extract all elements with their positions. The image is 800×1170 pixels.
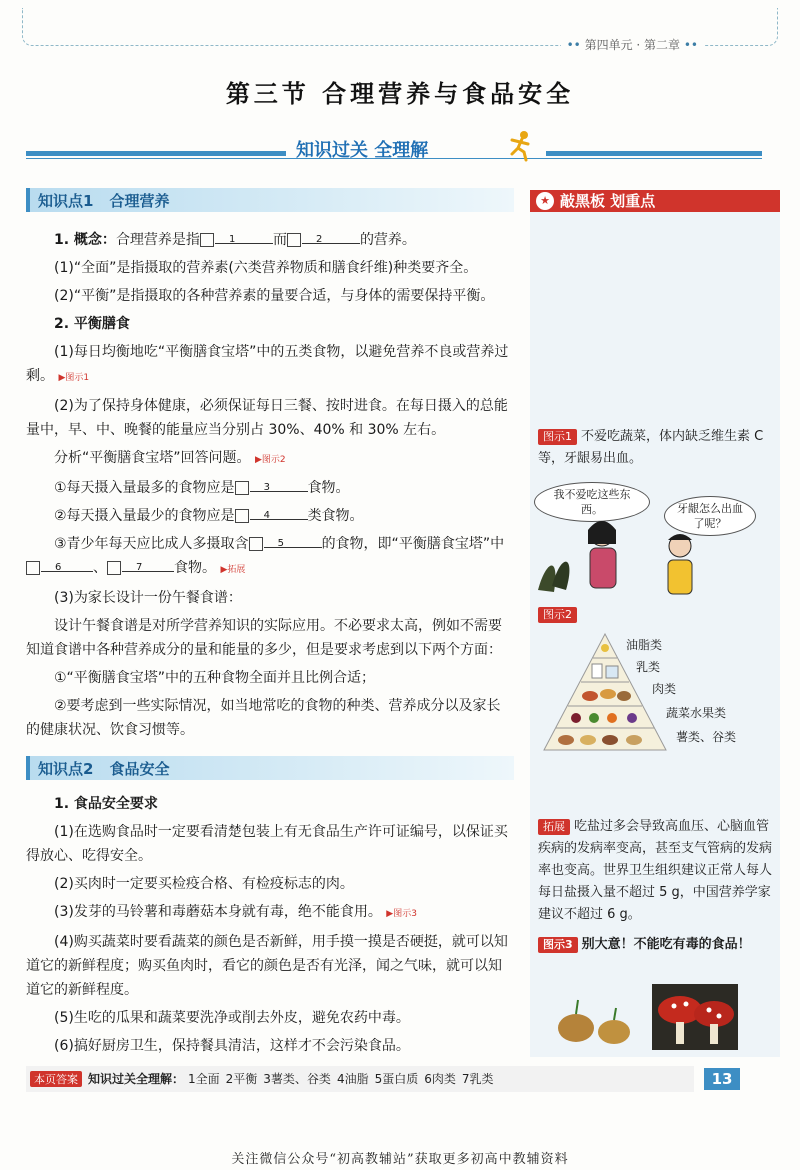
page-title: 第三节 合理营养与食品安全: [225, 79, 575, 108]
ref-extension[interactable]: ▶拓展: [220, 565, 246, 575]
fig1-caption: 图示1 不爱吃蔬菜，体内缺乏维生素 C 等，牙龈易出血。: [538, 429, 764, 466]
answer-bar: 本页答案 知识过关全理解： 1全面 2平衡 3薯类、谷类 4油脂 5蛋白质 6肉类 7乳类: [26, 1066, 694, 1092]
sprouted-potato-icon: [558, 1000, 630, 1044]
speech-bubble-1: 我不爱吃这些东西。: [534, 482, 650, 522]
chalkboard-icon: ★: [536, 192, 554, 210]
kp1-content: 1. 概念：合理营养是指 1 而 2 的营养。 (1)“全面”是指摄取的营养素(六类营养物质和膳食纤维)种类要齐全。 (2)“平衡”是指摄取的各种营养素的量要合适，与身体的需要保持平衡。 2. 平衡膳食 (1)每日均衡地吃“平衡膳食宝塔”中的五类食物，以避免营养不良或营养过剩。 ▶图示1 (2)为了保持身体健康，必须保证每日三餐、按时进食。在每日摄入的总能量中，早、中、晚餐的能量应当分别占 30%、40% 和 30% 左右。 分析“平衡膳食宝塔”回答问题。 ▶图示2 ①每天摄入量最多的食物应是 3 食物。 ②每天摄入量最少的食物应是 4 类食物。 ③青少年每天应比成人多摄取含 5 的食物，即“平衡膳食宝塔”中6 、 7 食物。 ▶拓展 (3)为家长设计一份午餐食谱： 设计午餐食谱是对所学营养知识的实际应用。不必要求太高，例如不需要知道食谱中各种营养成分的量和能量的多少，但是要求考虑到以下两个方面： ①“平衡膳食宝塔”中的五种食物全面并且比例合适； ②要考虑到一些实际情况，如当地常吃的食物的种类、营养成分以及家长的健康状况、饮食习惯等。: [26, 228, 514, 746]
kp1-header: 知识点1 合理营养: [26, 188, 514, 212]
fig3-caption: 图示3 别大意！不能吃有毒的食品！: [530, 934, 780, 956]
ref-fig3[interactable]: ▶图示3: [386, 909, 417, 919]
speech-bubble-2: 牙龈怎么出血了呢？: [664, 496, 756, 536]
kp2-content: 1. 食品安全要求 (1)在选购食品时一定要看清楚包装上有无食品生产许可证编号，以保证买得放心、吃得安全。 (2)买肉时一定要买检疫合格、有检疫标志的肉。 (3)发芽的马铃薯和毒蘑菇本身就有毒，绝不能食用。 ▶图示3 (4)购买蔬菜时要看蔬菜的颜色是否新鲜，用手摸一摸是否硬挺，就可以知道它的新鲜程度；购买鱼肉时，看它的颜色是否有光泽，闻之气味，就可以知道它的新鲜程度。 (5)生吃的瓜果和蔬菜要洗净或削去外皮，避免农药中毒。 (6)搞好厨房卫生，保持餐具清洁，这样才不会污染食品。: [26, 796, 508, 1054]
runner-icon: [506, 130, 534, 162]
sidebar-header: ★ 敲黑板 划重点: [530, 190, 780, 212]
fig1-illustration: [532, 510, 772, 600]
girl-figure: [588, 521, 616, 588]
pyramid-label-dairy: 乳类: [636, 660, 661, 674]
pyramid-label-oil: 油脂类: [626, 638, 663, 652]
pyramid-label-grain: 薯类、谷类: [676, 730, 737, 744]
kp2-header: 知识点2 食品安全: [26, 756, 514, 780]
vegetable-icon: [538, 562, 569, 592]
pyramid-label-meat: 肉类: [652, 682, 677, 696]
pyramid-label-vegetable: 蔬菜水果类: [666, 706, 727, 720]
poison-mushroom-icon: [652, 984, 738, 1050]
ref-fig1[interactable]: ▶图示1: [58, 373, 90, 383]
section-banner: [26, 136, 762, 164]
page-number: 13: [704, 1068, 740, 1090]
boy-figure: [668, 534, 692, 594]
answer-tag: 本页答案: [30, 1071, 82, 1087]
footer-note: 关注微信公众号“初高教辅站”获取更多初高中教辅资料: [231, 1152, 569, 1167]
fig3-illustration: [554, 984, 764, 1050]
extension-note: 拓展 吃盐过多会导致高血压、心脑血管疾病的发病率变高，甚至支气管病的发病率也变高。世界卫生组织建议正常人每人每日盐摄入量不超过 5 g，中国营养学家建议不超过 6 g。: [538, 819, 773, 922]
ref-fig2[interactable]: ▶图示2: [254, 455, 286, 465]
chapter-tag: •• 第四单元 · 第二章 ••: [561, 36, 704, 53]
banner-label: 知识过关 全理解: [296, 140, 429, 161]
fig2-caption: 图示2: [530, 604, 780, 626]
